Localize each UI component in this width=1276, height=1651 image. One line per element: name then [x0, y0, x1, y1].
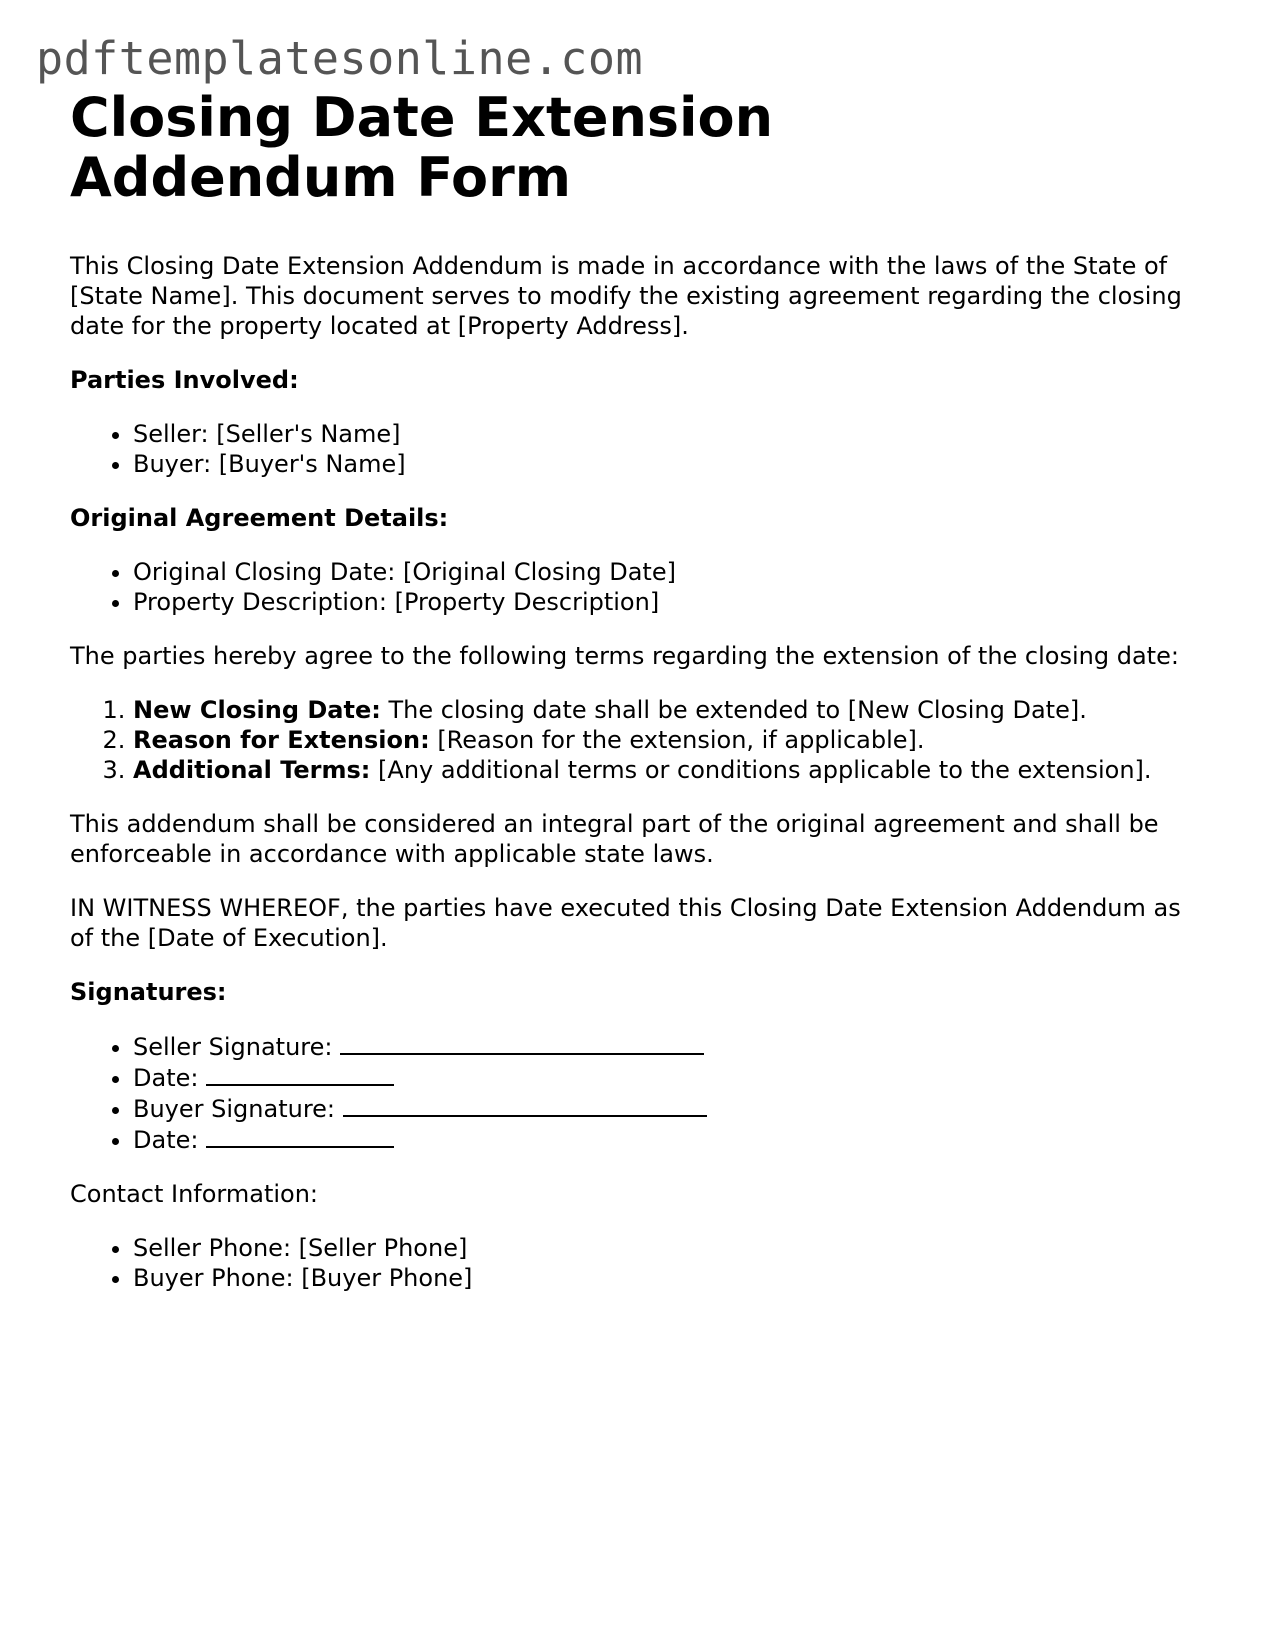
contact-list — [70, 1233, 1210, 1293]
original-agreement-heading: Original Agreement Details: — [70, 504, 449, 532]
terms-intro: The parties hereby agree to the following terms regarding the extension of the closing date: — [70, 642, 1179, 670]
list-item — [133, 1031, 1210, 1062]
intro-paragraph: This Closing Date Extension Addendum is made in accordance with the laws of the State of [State Name]. This document serves to modify the existing agreement regarding the closing date for the property located at [Property Address]. — [70, 252, 1182, 340]
watermark: pdftemplatesonline.com — [36, 32, 644, 85]
term-label: New Closing Date: — [133, 696, 381, 724]
term-label: Reason for Extension: — [133, 726, 430, 754]
list-item — [133, 1093, 1210, 1124]
list-item: • Property Description: [Property Description] — [133, 587, 1210, 617]
original-agreement-list — [70, 557, 1210, 617]
terms-list — [70, 695, 1210, 785]
term-label: Additional Terms: — [133, 756, 371, 784]
signatures-list — [70, 1031, 1210, 1155]
list-item — [133, 1062, 1210, 1093]
list-item — [133, 725, 1210, 755]
list-item — [133, 755, 1210, 785]
parties-heading: Parties Involved: — [70, 366, 299, 394]
seller-signature-label: Seller Signature: — [133, 1033, 341, 1061]
date-label: Date: — [133, 1126, 207, 1154]
seller-signature-line[interactable] — [340, 1031, 704, 1055]
page-title: Closing Date Extension Addendum Form — [70, 86, 774, 209]
list-item — [133, 695, 1210, 725]
witness-paragraph: IN WITNESS WHEREOF, the parties have executed this Closing Date Extension Addendum as of the [Date of Execution]. — [70, 894, 1181, 952]
document-page — [70, 88, 1210, 1293]
integral-paragraph: This addendum shall be considered an integral part of the original agreement and shall be enforceable in accordance with applicable state laws. — [70, 810, 1159, 868]
seller-date-line[interactable] — [206, 1062, 394, 1086]
buyer-date-line[interactable] — [206, 1124, 394, 1148]
contact-heading: Contact Information: — [70, 1180, 319, 1208]
list-item: • Seller: [Seller's Name] — [133, 419, 1210, 449]
list-item — [133, 1124, 1210, 1155]
term-text: [Any additional terms or conditions applicable to the extension]. — [370, 756, 1152, 784]
list-item: • Seller Phone: [Seller Phone] — [133, 1233, 1210, 1263]
list-item: • Original Closing Date: [Original Closing Date] — [133, 557, 1210, 587]
list-item: • Buyer: [Buyer's Name] — [133, 449, 1210, 479]
parties-list — [70, 419, 1210, 479]
date-label: Date: — [133, 1064, 207, 1092]
buyer-signature-label: Buyer Signature: — [133, 1095, 343, 1123]
list-item: • Buyer Phone: [Buyer Phone] — [133, 1263, 1210, 1293]
term-text: [Reason for the extension, if applicable]. — [429, 726, 925, 754]
buyer-signature-line[interactable] — [343, 1093, 707, 1117]
signatures-heading: Signatures: — [70, 978, 227, 1006]
term-text: The closing date shall be extended to [New Closing Date]. — [380, 696, 1087, 724]
